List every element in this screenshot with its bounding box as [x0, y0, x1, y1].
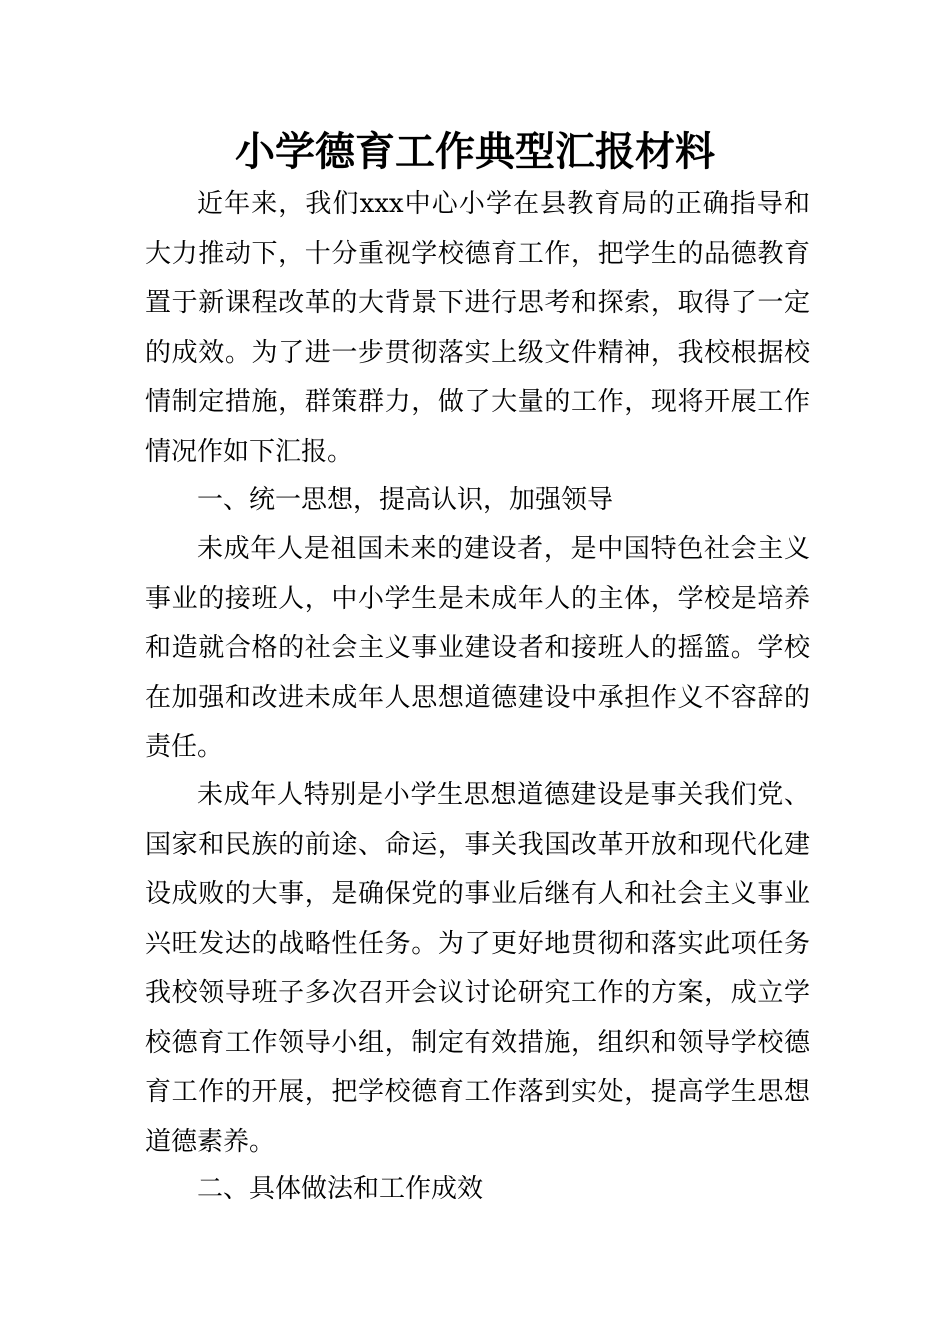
document-title: 小学德育工作典型汇报材料 — [235, 128, 715, 175]
section-heading-1: 一、统一思想，提高认识，加强领导 — [197, 485, 614, 515]
body-paragraph-1: 未成年人是祖国未来的建设者，是中国特色社会主义事业的接班人，中小学生是未成年人的主体，学校是培养和造就合格的社会主义事业建设者和接班人的摇篮。学校在加强和改进未成年人思想道德建设中承担作义不容辞的责任。 — [145, 534, 810, 762]
body-paragraph-2: 未成年人特别是小学生思想道德建设是事关我们党、国家和民族的前途、命运，事关我国改革开放和现代化建设成败的大事，是确保党的事业后继有人和社会主义事业兴旺发达的战略性任务。为了更好地贯彻和落实此项任务我校领导班子多次召开会议讨论研究工作的方案，成立学校德育工作领导小组，制定有效措施，组织和领导学校德育工作的开展，把学校德育工作落到实处，提高学生思想道德素养。 — [145, 780, 810, 1157]
section-heading-2: 二、具体做法和工作成效 — [197, 1174, 484, 1204]
intro-paragraph: 近年来，我们xxx中心小学在县教育局的正确指导和大力推动下，十分重视学校德育工作，把学生的品德教育置于新课程改革的大背景下进行思考和探索，取得了一定的成效。为了进一步贯彻落实上级文件精神，我校根据校情制定措施，群策群力，做了大量的工作，现将开展工作情况作如下汇报。 — [145, 189, 810, 467]
